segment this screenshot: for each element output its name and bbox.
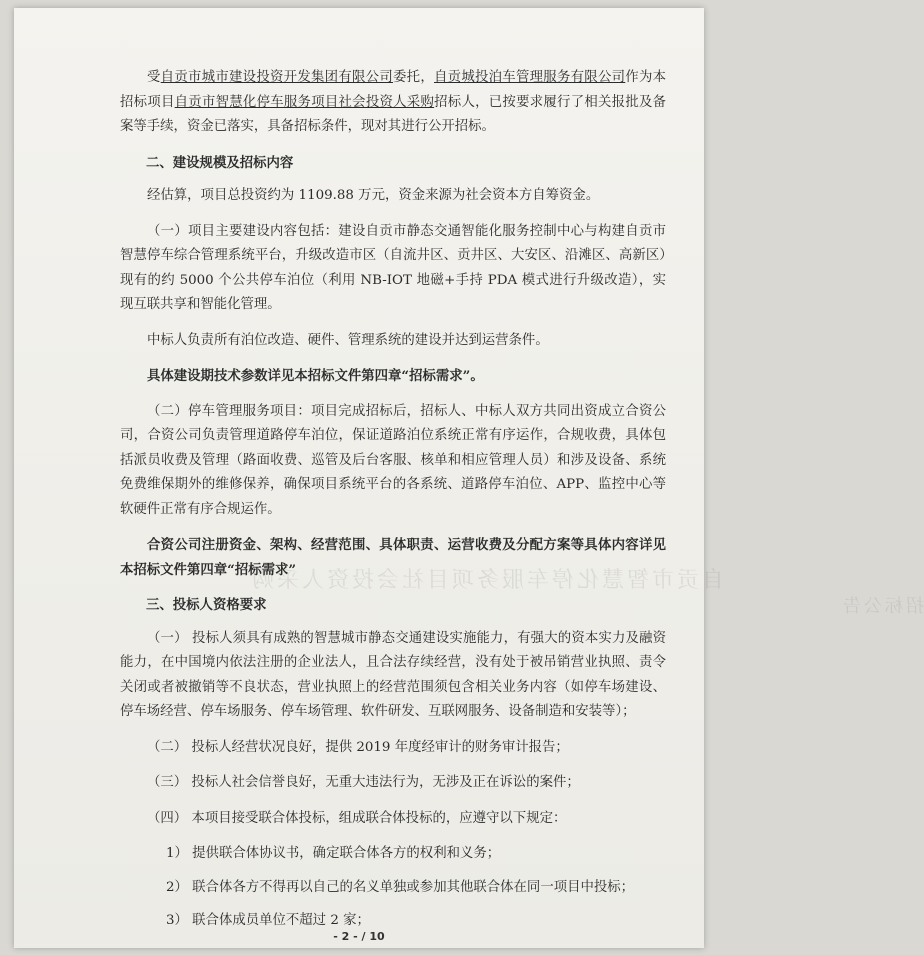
document-body: [120, 66, 666, 943]
parking-service-paragraph: （二）停车管理服务项目：项目完成招标后，招标人、中标人双方共同出资成立合资公司，合资公司负责管理道路停车泊位，保证道路泊位系统正常有序运作，合规收费，具体包括派员收费及管理（路面收费、巡管及后台客服、核单和相应管理人员）和涉及设备、系统免费维保期外的维修保养，确保项目系统平台的各系统、道路停车泊位、APP、监控中心等软硬件正常有序合规运作。: [120, 403, 666, 517]
consortium-rule-3: 3） 联合体成员单位不超过 2 家；: [166, 913, 370, 928]
consortium-rule-1: 1） 提供联合体协议书，确定联合体各方的权利和义务；: [166, 846, 501, 861]
construction-content-paragraph: （一）项目主要建设内容包括：建设自贡市静态交通智能化服务控制中心与构建自贡市智慧停车综合管理系统平台，升级改造市区（自流井区、贡井区、大安区、沿滩区、高新区）现有的约 5000 个公共停车泊位（利用 NB-IOT 地磁+手持 PDA 模式进行升级改造），实现互联共享和智能化管理。: [120, 223, 666, 312]
document-page: [14, 8, 924, 948]
intro-pre: 受: [147, 70, 161, 85]
entrusting-org: 自贡市城市建设投资开发集团有限公司: [160, 70, 393, 85]
bleed-through-text-2: 招标公告: [840, 596, 924, 617]
winner-duty-paragraph: 中标人负责所有泊位改造、硬件、管理系统的建设并达到运营条件。: [147, 332, 549, 348]
intro-mid1: 委托，: [392, 70, 434, 85]
section-2-heading: 二、建设规模及招标内容: [146, 154, 294, 171]
investment-paragraph: 经估算，项目总投资约为 1109.88 万元，资金来源为社会资本方自筹资金。: [147, 188, 600, 203]
intro-mid2: 作为本招标项目: [120, 70, 667, 110]
consortium-rule-2: 2） 联合体各方不得再以自己的名义单独或参加其他联合体在同一项目中投标；: [166, 879, 635, 895]
intro-post: 招标人，已按要求履行了相关报批及备案等手续，资金已落实，具备招标条件，现对其进行公开招标。: [120, 94, 667, 134]
bleed-through-text: 自贡市智慧化停车服务项目社会投资人采购: [248, 568, 724, 593]
requirement-4: （四） 本项目接受联合体投标，组成联合体投标的，应遵守以下规定：: [147, 810, 567, 826]
section-3-heading: 三、投标人资格要求: [146, 597, 267, 613]
requirement-2: （二） 投标人经营状况良好，提供 2019 年度经审计的财务审计报告；: [147, 739, 569, 755]
tech-reference-paragraph: 具体建设期技术参数详见本招标文件第四章“招标需求”。: [147, 368, 484, 384]
page-number: - 2 - / 10: [333, 930, 385, 943]
project-name: 自贡市智慧化停车服务项目社会投资人采购: [174, 94, 435, 110]
requirement-1: （一） 投标人须具有成熟的智慧城市静态交通建设实施能力，有强大的资本实力及融资能力，在中国境内依法注册的企业法人，且合法存续经营，没有处于被吊销营业执照、责令关闭或者被撤销等不良状态，营业执照上的经营范围须包含相关业务内容（如停车场建设、停车场经营、停车场服务、停车场管理、软件研发、互联网服务、设备制造和安装等）；: [120, 630, 666, 719]
intro-paragraph: [120, 66, 666, 140]
jv-reference-paragraph: 合资公司注册资金、架构、经营范围、具体职责、运营收费及分配方案等具体内容详见本招标文件第四章“招标需求”: [120, 537, 666, 578]
requirement-3: （三） 投标人社会信誉良好，无重大违法行为，无涉及正在诉讼的案件；: [147, 775, 580, 790]
tendering-org: 自贡城投泊车管理服务有限公司: [433, 70, 626, 85]
